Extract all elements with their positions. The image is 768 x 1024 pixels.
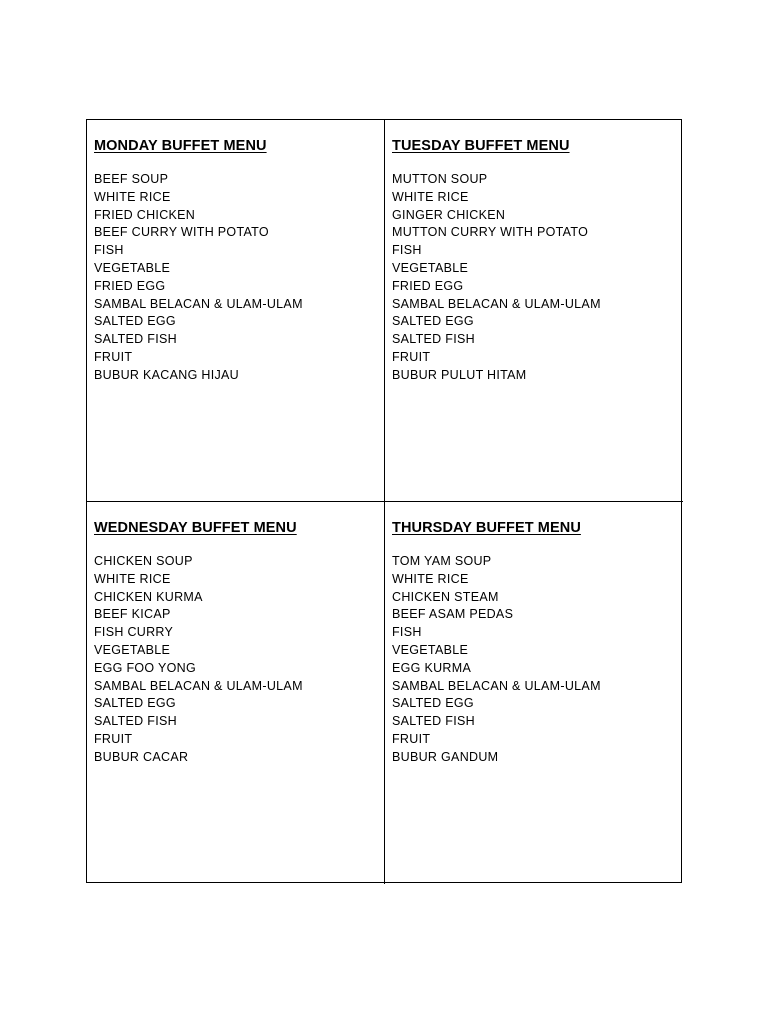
menu-item: BEEF KICAP <box>94 607 171 622</box>
menu-item: VEGETABLE <box>392 260 469 275</box>
menu-item: FRUIT <box>94 349 133 364</box>
menu-item: CHICKEN KURMA <box>94 589 203 604</box>
thursday-menu-list <box>392 553 677 767</box>
menu-item: EGG FOO YONG <box>94 660 196 675</box>
tuesday-menu-title: TUESDAY BUFFET MENU <box>392 138 570 154</box>
tuesday-menu-cell <box>385 120 683 502</box>
menu-item: FISH <box>392 625 422 640</box>
tuesday-menu-list <box>392 171 677 385</box>
menu-item: SAMBAL BELACAN & ULAM-ULAM <box>94 678 303 693</box>
menu-item: BEEF ASAM PEDAS <box>392 607 514 622</box>
menu-item: FISH CURRY <box>94 625 174 640</box>
menu-item: GINGER CHICKEN <box>392 207 506 222</box>
menu-item: BEEF SOUP <box>94 172 169 186</box>
menu-item: FISH <box>392 243 422 258</box>
menu-item: CHICKEN STEAM <box>392 589 499 604</box>
wednesday-menu-title: WEDNESDAY BUFFET MENU <box>94 520 297 536</box>
buffet-menu-table <box>86 119 682 883</box>
menu-item: SALTED FISH <box>94 714 177 729</box>
menu-item: WHITE RICE <box>94 189 171 204</box>
monday-menu-cell <box>87 120 385 502</box>
menu-item: SALTED EGG <box>392 314 474 329</box>
monday-menu-list <box>94 171 378 385</box>
menu-item: WHITE RICE <box>392 189 469 204</box>
menu-item: EGG KURMA <box>392 660 472 675</box>
menu-item: SALTED EGG <box>392 696 474 711</box>
menu-item: CHICKEN SOUP <box>94 554 193 568</box>
menu-item: BUBUR PULUT HITAM <box>392 367 527 382</box>
menu-item: VEGETABLE <box>94 260 171 275</box>
menu-item: TOM YAM SOUP <box>392 554 492 568</box>
menu-item: BUBUR KACANG HIJAU <box>94 367 240 382</box>
menu-item: SALTED FISH <box>392 714 475 729</box>
wednesday-menu-cell <box>87 502 385 884</box>
menu-item: SAMBAL BELACAN & ULAM-ULAM <box>392 678 601 693</box>
menu-item: WHITE RICE <box>392 571 469 586</box>
menu-item: BUBUR GANDUM <box>392 749 499 764</box>
menu-item: SALTED EGG <box>94 314 176 329</box>
menu-item: VEGETABLE <box>94 642 171 657</box>
menu-item: MUTTON CURRY WITH POTATO <box>392 225 589 240</box>
menu-item: SALTED FISH <box>94 332 177 347</box>
menu-item: VEGETABLE <box>392 642 469 657</box>
menu-item: FRIED EGG <box>94 278 166 293</box>
menu-item: FRUIT <box>392 731 431 746</box>
menu-item: WHITE RICE <box>94 571 171 586</box>
thursday-menu-cell <box>385 502 683 884</box>
menu-item: SAMBAL BELACAN & ULAM-ULAM <box>94 296 303 311</box>
menu-item: FRUIT <box>392 349 431 364</box>
monday-menu-title: MONDAY BUFFET MENU <box>94 138 267 154</box>
menu-item: BEEF CURRY WITH POTATO <box>94 225 269 240</box>
menu-item: SALTED EGG <box>94 696 176 711</box>
menu-item: FRIED CHICKEN <box>94 207 196 222</box>
menu-item: FRIED EGG <box>392 278 464 293</box>
menu-item: SALTED FISH <box>392 332 475 347</box>
menu-item: FISH <box>94 243 124 258</box>
wednesday-menu-list <box>94 553 378 767</box>
menu-item: FRUIT <box>94 731 133 746</box>
menu-item: MUTTON SOUP <box>392 172 488 186</box>
menu-item: SAMBAL BELACAN & ULAM-ULAM <box>392 296 601 311</box>
menu-item: BUBUR CACAR <box>94 749 189 764</box>
thursday-menu-title: THURSDAY BUFFET MENU <box>392 520 581 536</box>
